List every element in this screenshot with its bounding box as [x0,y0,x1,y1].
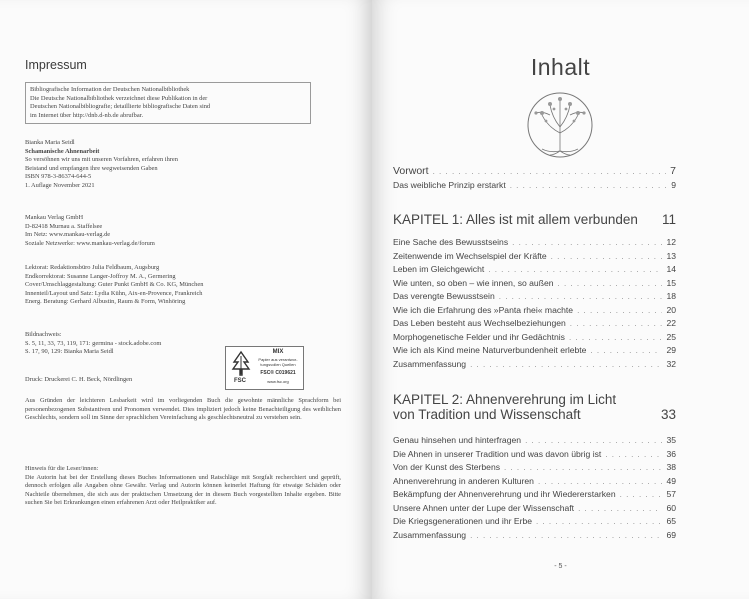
chapter-title: KAPITEL 1: Alles ist mit allem verbunden [393,212,638,227]
toc-leader [499,292,663,301]
page-number: - 5 - [554,563,567,570]
toc-label: Vorwort [393,165,429,177]
hint-text: Die Autorin hat bei der Erstellung dieses Buches Informationen und Ratschläge mit Sorgfalt recherchiert und geprüft, dennoch erfolgen alle Angaben ohne Gewähr. Verlag und Autorin können keinerlei Haftung für etwaige Schäden oder Nachteile übernehmen, die sich aus der praktischen Umsetzung der in diesem Buch vorgestellten Inhalte ergeben. Bitte suchen Sie bei Erkrankungen einen erfahrenen Arzt oder Heilpraktiker auf. [25,473,341,507]
toc-page: 20 [666,304,676,315]
toc-entry [393,291,676,301]
impressum-page [0,0,372,599]
toc-page: 29 [666,345,676,355]
toc-page: 15 [666,277,676,288]
gender-note [25,397,341,423]
toc-entry [393,251,676,261]
photo-line: S. 5, 11, 33, 73, 119, 171: germina - stock.adobe.com [25,339,162,347]
toc-label: Das Leben besteht aus Wechselbeziehungen [393,318,566,328]
toc-entry [393,359,676,369]
toc-page: 35 [666,435,676,445]
toc-label: Ahnenverehrung in anderen Kulturen [393,475,534,486]
chapter-page: 33 [660,407,676,422]
contents-title: Inhalt [530,54,591,80]
chapter-title-line2: von Tradition und Wissenschaft [393,407,581,422]
toc-label: Wie ich die Erfahrung des »Panta rhei« machte [393,304,574,315]
credits-line: Innenteil/Layout und Satz: Lydia Kühn, Aix-en-Provence, Frankreich [25,289,203,297]
toc-entry [393,503,676,513]
toc-leader [570,319,663,328]
publisher-block [25,214,315,248]
toc-page: 38 [666,462,676,472]
toc-leader [470,360,662,369]
toc-entry [393,345,676,355]
toc-entry-vorwort [393,165,676,177]
toc-leader [504,463,662,472]
print-block [25,376,315,385]
toc-entry [393,530,676,540]
fsc-code: FSC® C019621 [260,370,296,376]
toc-leader [433,167,667,176]
toc-label: Morphogenetische Felder und ihr Gedächtnis [393,331,565,342]
toc-page: 32 [666,358,676,369]
toc-entry [393,278,676,288]
toc-label: Genau hinsehen und hinterfragen [393,435,522,445]
credits-line: Cover/Umschlaggestaltung: Guter Punkt GmbH & Co. KG, München [25,281,204,289]
fsc-mix: MIX [272,349,284,355]
toc-leader [569,333,662,342]
print-line: Druck: Druckerei C. H. Beck, Nördlingen [25,376,133,383]
toc-leader [512,238,662,247]
toc-label: Die Kriegsgenerationen und ihr Erbe [393,516,533,526]
box-line: Die Deutsche Nationalbibliothek verzeichnet diese Publikation in der [30,94,208,102]
toc-entry [393,318,676,328]
toc-label: Wie ich als Kind meine Naturverbundenheit erlebte [393,345,587,355]
toc-page: 18 [666,291,676,301]
toc-leader [525,436,662,445]
chapter-1-heading [393,212,676,227]
fsc-line2: tungsvollen Quellen [260,362,296,367]
toc-leader [590,346,662,355]
toc-leader [558,279,663,288]
toc-label: Das weibliche Prinzip erstarkt [393,180,506,190]
toc-label: Zusammenfassung [393,358,467,369]
credits-line: Endkorrektorat: Susanne Langer-Joffroy M. A., Germering [25,272,176,280]
isbn: ISBN 978-3-86374-644-5 [25,173,92,181]
toc-page: 36 [666,448,676,459]
hint-title: Hinweis für die Leser/innen: [25,465,99,472]
contents-page [372,0,749,599]
fsc-label: FSC [234,378,246,384]
photo-line: Bildnachweis: [25,331,62,338]
box-line: Deutschen Nationalbibliografie; detaillierte bibliografische Daten sind [30,103,211,111]
credits-line: Energ. Beratung: Gerhard Albustin, Raum & Form, Winhöring [25,298,186,306]
toc-label: Von der Kunst des Sterbens [393,462,501,472]
toc-leader [536,517,662,526]
toc-label: Zeitenwende im Wechselspiel der Kräfte [393,250,547,261]
publisher-line: Im Netz: www.mankau-verlag.de [25,231,111,239]
gender-note-text: Aus Gründen der leichteren Lesbarkeit wird im vorliegenden Buch die gewohnte männliche Sprachform bei personenbezogenen Substantiven und Pronomen verwendet. Dies impliziert jedoch keine Benachteiligung des weiblichen Geschlechts, sondern soll im Sinne der sprachlichen Vereinfachung als geschlechtsneutral zu verstehen sein. [25,397,341,422]
publisher-line: D-82418 Murnau a. Staffelsee [25,222,103,230]
toc-label: Eine Sache des Bewusstseins [393,237,509,247]
toc-page: 22 [666,318,676,328]
toc-leader [538,477,662,486]
book-title: Schamanische Ahnenarbeit [25,147,100,155]
chapter-title-line1: KAPITEL 2: Ahnenverehrung im Licht [393,392,617,407]
author-name: Bianka Maria Seidl [25,139,75,146]
toc-leader [470,531,662,540]
toc-page: 60 [666,502,676,513]
chapter-page: 11 [661,212,676,227]
fsc-tree-icon [229,350,253,378]
impressum-title: Impressum [25,58,87,72]
toc-entry [393,435,676,445]
chapter-2-heading [393,392,676,422]
toc-entry [393,476,676,486]
toc-label: Das verengte Bewusstsein [393,291,495,301]
fsc-line1: Papier aus verantwor- [258,357,298,362]
edition: 1. Auflage November 2021 [25,181,95,189]
toc-page: 69 [666,529,676,540]
fsc-url: www.fsc.org [267,379,289,384]
credits-line: Lektorat: Redaktionsbüro Julia Feldbaum, Augsburg [25,264,160,271]
toc-entry [393,305,676,315]
credits-block [25,264,315,307]
book-line: Beistand und empfangen ihre wegweisenden Gaben [25,164,158,172]
toc-leader [577,306,662,315]
toc-label: Unsere Ahnen unter der Lupe der Wissenschaft [393,502,575,513]
toc-page: 65 [666,516,676,526]
reader-hint-block [25,465,341,508]
toc-page: 49 [666,475,676,486]
book-info-block [25,139,315,191]
toc-leader [605,450,662,459]
toc-page: 25 [666,331,676,342]
toc-label: Zusammenfassung [393,529,467,540]
toc-page: 13 [666,250,676,261]
box-line: im Internet über http://dnb.d-nb.de abrufbar. [30,111,144,119]
toc-entry [393,462,676,472]
toc-entry [393,489,676,499]
toc-entry [393,332,676,342]
toc-entry [393,264,676,274]
toc-label: Leben im Gleichgewicht [393,264,485,274]
bibliographic-info-box [25,82,311,124]
publisher-line: Mankau Verlag GmbH [25,214,84,221]
toc-entry [393,180,676,190]
photo-line: S. 17, 90, 129: Bianka Maria Seidl [25,348,114,356]
toc-leader [488,265,662,274]
toc-leader [551,252,663,261]
tree-of-life-icon [514,91,606,159]
toc-page: 57 [666,489,676,499]
toc-label: Die Ahnen in unserer Tradition und was davon übrig ist [393,448,602,459]
book-line: So versöhnen wir uns mit unseren Vorfahren, erfahren ihren [25,156,178,164]
toc-entry [393,516,676,526]
toc-page: 9 [671,180,676,190]
toc-page: 14 [666,264,676,274]
toc-label: Bekämpfung der Ahnenverehrung und ihr Wiedererstarken [393,489,616,499]
toc-entry [393,449,676,459]
publisher-line: Soziale Netzwerke: www.mankau-verlag.de/forum [25,239,155,247]
toc-leader [620,490,663,499]
toc-page: 12 [666,237,676,247]
toc-label: Wie unten, so oben – wie innen, so außen [393,277,554,288]
toc-page: 7 [670,165,676,177]
box-line: Bibliografische Information der Deutschen Nationalbibliothek [30,86,190,93]
toc-leader [578,504,662,513]
toc-entry [393,237,676,247]
toc-leader [510,181,668,190]
